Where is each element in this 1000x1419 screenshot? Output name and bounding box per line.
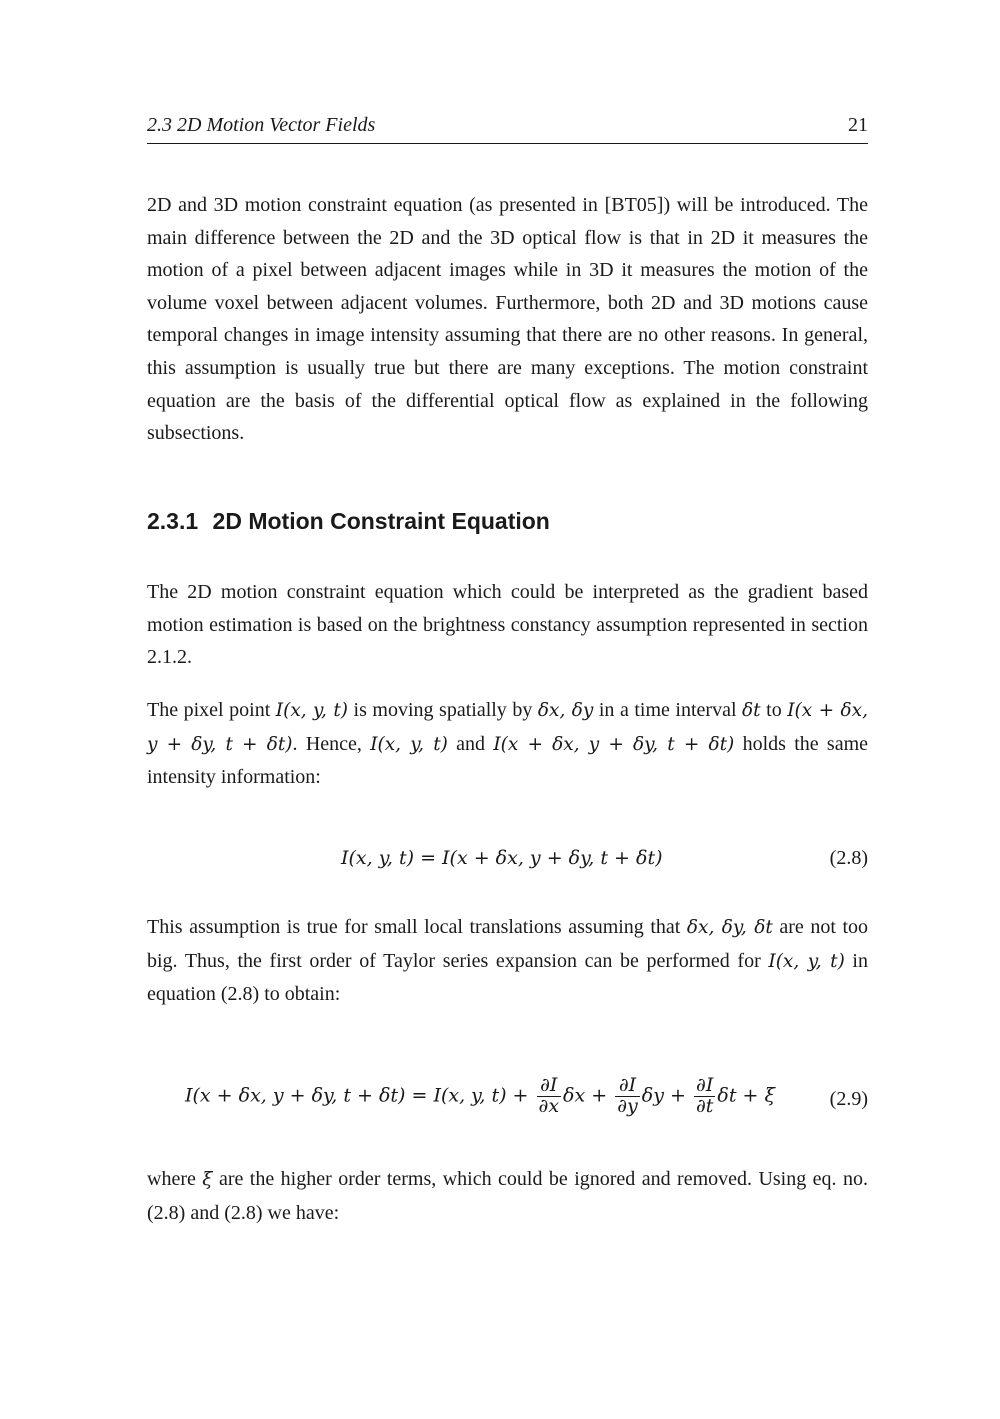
math-inline: I(x, y, t) (768, 950, 845, 972)
partial-derivative-t (694, 1076, 715, 1117)
running-head-section: 2.3 2D Motion Vector Fields (147, 114, 376, 136)
paragraph-pixel-motion (147, 694, 868, 794)
text-run: are not too big. Thus, the first order of Taylor series expansion can be performed for (147, 916, 868, 972)
math-inline: I(x + δx, y + δy, t + δt) (493, 733, 735, 755)
paragraph-higher-order (147, 1163, 868, 1229)
equation-lhs: I(x + δx, y + δy, t + δt) = I(x, y, t) + (185, 1084, 535, 1107)
fraction-denominator: ∂t (695, 1094, 714, 1117)
text-run: are the higher order terms, which could be ignored and removed. Using eq. no. (2.8) and (2.8) we have: (147, 1168, 868, 1224)
equation-body (185, 1076, 775, 1117)
section-number: 2.3.1 (147, 508, 199, 534)
fraction-denominator: ∂y (617, 1094, 638, 1117)
intro-paragraph: 2D and 3D motion constraint equation (as presented in [BT05]) will be introduced. The main difference between the 2D and the 3D optical flow is that in 2D it measures the motion of a pixel between adjacent images while in 3D it measures the motion of the volume voxel between adjacent volumes. Furthermore, both 2D and 3D motions cause temporal changes in image intensity assuming that there are no other reasons. In general, this assumption is usually true but there are many exceptions. The motion constraint equation are the basis of the differential optical flow as explained in the following subsections. (147, 194, 868, 445)
page-number: 21 (848, 114, 868, 136)
text-run: where (147, 1168, 203, 1190)
text-run: is moving spatially by (348, 699, 538, 721)
equation-body: I(x, y, t) = I(x + δx, y + δy, t + δt) (341, 847, 663, 869)
fraction-numerator: ∂I (537, 1076, 562, 1097)
equation-term: δx + (563, 1084, 614, 1107)
equation-number: (2.9) (829, 1088, 868, 1110)
math-inline: I(x, y, t) (370, 733, 448, 755)
equation-2-8 (147, 845, 868, 877)
section-heading (147, 508, 550, 535)
section-title: 2D Motion Constraint Equation (212, 508, 550, 534)
paragraph-brightness-constancy: The 2D motion constraint equation which could be interpreted as the gradient based motion estimation is based on the brightness constancy assumption represented in section 2.1.2. (147, 581, 868, 669)
text-run: . Hence, (292, 732, 371, 755)
math-inline: ξ (202, 1169, 213, 1190)
running-head (147, 112, 868, 144)
math-inline: I(x, y, t) (275, 700, 348, 721)
math-inline: δt (742, 700, 761, 721)
text-run: The pixel point (147, 699, 276, 721)
math-inline: I(x + δx, y + δy, t + δt) (147, 700, 868, 755)
text-run: to (760, 699, 788, 721)
equation-term: δy + (641, 1084, 692, 1107)
fraction-denominator: ∂x (538, 1094, 560, 1117)
text-run: and (447, 732, 494, 755)
fraction-numerator: ∂I (615, 1076, 640, 1097)
fraction-numerator: ∂I (694, 1076, 715, 1097)
equation-number: (2.8) (829, 847, 868, 869)
text-run: in equation (2.8) to obtain: (147, 949, 868, 1006)
math-inline: δx, δy, δt (686, 917, 773, 938)
paragraph-taylor (147, 911, 868, 1011)
equation-2-9 (147, 1072, 868, 1130)
text-run: holds the same intensity information: (147, 732, 869, 789)
partial-derivative-x (537, 1076, 562, 1117)
partial-derivative-y (615, 1076, 640, 1117)
text-run: This assumption is true for small local translations assuming that (147, 916, 687, 938)
math-inline: δx, δy (537, 700, 594, 721)
text-run: in a time interval (593, 699, 743, 721)
equation-term: δt + ξ (717, 1084, 775, 1107)
